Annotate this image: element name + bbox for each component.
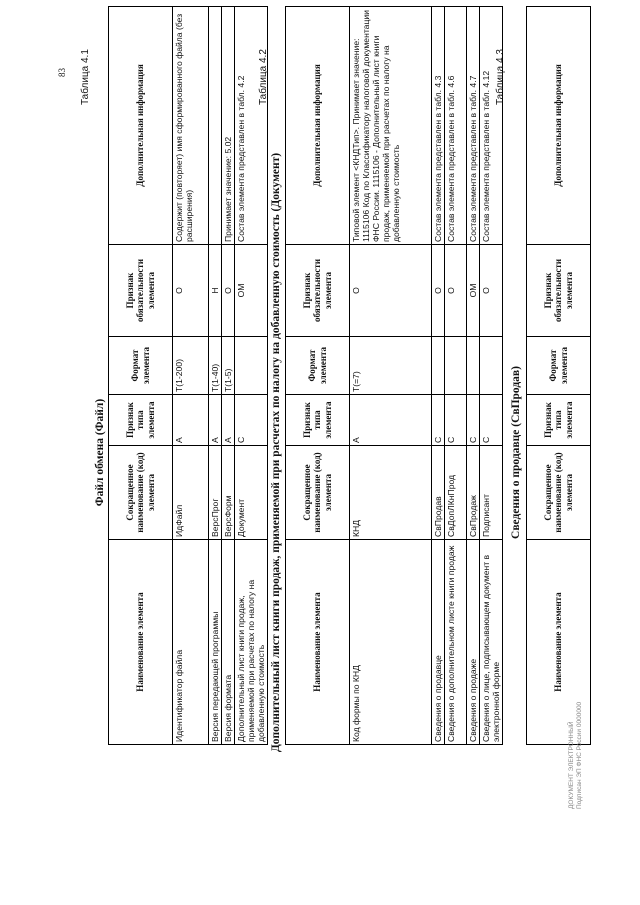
header-required: Признак обязательности элемента xyxy=(286,245,350,337)
header-required: Признак обязательности элемента xyxy=(527,245,591,337)
header-info: Дополнительная информация xyxy=(286,7,350,245)
cell-code: СвДопЛКнПрод xyxy=(445,446,467,540)
cell-required: Н xyxy=(209,245,222,337)
table-row xyxy=(445,7,467,745)
cell-name: Сведения о продаже xyxy=(467,540,480,745)
header-format: Формат элемента xyxy=(527,337,591,395)
header-type: Признак типа элемента xyxy=(527,395,591,446)
cell-format: Т(=7) xyxy=(350,337,432,395)
stamp-line: ДОКУМЕНТ ЭЛЕКТРОННЫЙ xyxy=(568,721,575,809)
cell-required: О xyxy=(350,245,432,337)
table-row xyxy=(209,7,222,745)
cell-format: Т(1-40) xyxy=(209,337,222,395)
cell-format: Т(1-200) xyxy=(173,337,209,395)
header-format: Формат элемента xyxy=(109,337,173,395)
cell-required: О xyxy=(173,245,209,337)
header-type: Признак типа элемента xyxy=(109,395,173,446)
cell-type: С xyxy=(445,395,467,446)
table-row xyxy=(350,7,432,745)
cell-name: Код формы по КНД xyxy=(350,540,432,745)
table-4-2 xyxy=(285,6,503,745)
cell-type: С xyxy=(467,395,480,446)
cell-name: Сведения о продавце xyxy=(432,540,445,745)
table-4-3-label: Таблица 4.3 xyxy=(495,49,506,105)
cell-type: С xyxy=(235,395,268,446)
cell-type: С xyxy=(432,395,445,446)
header-info: Дополнительная информация xyxy=(109,7,173,245)
cell-required: О xyxy=(445,245,467,337)
cell-required: О xyxy=(480,245,503,337)
cell-format xyxy=(235,337,268,395)
cell-info: Состав элемента представлен в табл. 4.12 xyxy=(480,7,503,245)
cell-info xyxy=(209,7,222,245)
cell-code: СвПродаж xyxy=(467,446,480,540)
cell-format xyxy=(445,337,467,395)
cell-info: Состав элемента представлен в табл. 4.7 xyxy=(467,7,480,245)
cell-code: Документ xyxy=(235,446,268,540)
table-header-row xyxy=(527,7,591,745)
cell-format: Т(1-5) xyxy=(222,337,235,395)
cell-code: ИдФайл xyxy=(173,446,209,540)
cell-code: СвПродав xyxy=(432,446,445,540)
cell-required: О xyxy=(432,245,445,337)
cell-name: Сведения о лице, подписывающем документ в электронной форме xyxy=(480,540,503,745)
table-4-3 xyxy=(526,6,591,745)
cell-info: Состав элемента представлен в табл. 4.2 xyxy=(235,7,268,245)
cell-type: А xyxy=(350,395,432,446)
cell-type: А xyxy=(173,395,209,446)
cell-name: Идентификатор файла xyxy=(173,540,209,745)
header-type: Признак типа элемента xyxy=(286,395,350,446)
table-4-1-label: Таблица 4.1 xyxy=(80,49,91,105)
table-header-row xyxy=(286,7,350,745)
cell-code: Подписант xyxy=(480,446,503,540)
cell-name: Версия передающей программы xyxy=(209,540,222,745)
header-code: Сокращенное наименование (код) элемента xyxy=(527,446,591,540)
stamp-line: Подписан ЭП ФНС России 0000000 xyxy=(576,701,583,809)
cell-name: Дополнительный лист книги продаж, применяемой при расчетах по налогу на добавленную стоимость xyxy=(235,540,268,745)
cell-type: А xyxy=(209,395,222,446)
cell-type: С xyxy=(480,395,503,446)
table-row xyxy=(480,7,503,745)
cell-required: ОМ xyxy=(235,245,268,337)
table-4-2-title: Дополнительный лист книги продаж, применяемой при расчетах по налогу на добавленную стоимость (Документ) xyxy=(270,152,282,753)
header-format: Формат элемента xyxy=(286,337,350,395)
cell-required: ОМ xyxy=(467,245,480,337)
cell-code: ВерсПрог xyxy=(209,446,222,540)
header-name: Наименование элемента xyxy=(286,540,350,745)
cell-info: Принимает значение: 5.02 xyxy=(222,7,235,245)
header-code: Сокращенное наименование (код) элемента xyxy=(109,446,173,540)
electronic-signature-stamp xyxy=(568,702,584,809)
table-4-1-title: Файл обмена (Файл) xyxy=(94,398,106,507)
table-row xyxy=(235,7,268,745)
table-4-2-label: Таблица 4.2 xyxy=(258,49,269,105)
cell-name: Сведения о дополнительном листе книги продаж xyxy=(445,540,467,745)
table-4-3-title: Сведения о продавце (СвПродав) xyxy=(510,366,522,539)
cell-format xyxy=(480,337,503,395)
cell-code: ВерсФорм xyxy=(222,446,235,540)
cell-code: КНД xyxy=(350,446,432,540)
cell-info: Содержит (повторяет) имя сформированного файла (без расширения) xyxy=(173,7,209,245)
header-name: Наименование элемента xyxy=(109,540,173,745)
page-number: 83 xyxy=(57,68,67,77)
cell-info: Состав элемента представлен в табл. 4.6 xyxy=(445,7,467,245)
header-code: Сокращенное наименование (код) элемента xyxy=(286,446,350,540)
header-name: Наименование элемента xyxy=(527,540,591,745)
table-row xyxy=(432,7,445,745)
table-row xyxy=(467,7,480,745)
cell-info: Состав элемента представлен в табл. 4.3 xyxy=(432,7,445,245)
header-info: Дополнительная информация xyxy=(527,7,591,245)
table-row xyxy=(173,7,209,745)
table-4-1 xyxy=(108,6,268,745)
table-row xyxy=(222,7,235,745)
cell-format xyxy=(432,337,445,395)
header-required: Признак обязательности элемента xyxy=(109,245,173,337)
table-header-row xyxy=(109,7,173,745)
cell-name: Версия формата xyxy=(222,540,235,745)
cell-format xyxy=(467,337,480,395)
cell-type: А xyxy=(222,395,235,446)
cell-required: О xyxy=(222,245,235,337)
cell-info: Типовой элемент <КНДТип>. Принимает значение: 1115106 Код по Классификатору налоговой документации ФНС России. 1115106 - Дополнительный лист книги продаж, применяемой при расчетах по налогу на добавленную стоимость xyxy=(350,7,432,245)
